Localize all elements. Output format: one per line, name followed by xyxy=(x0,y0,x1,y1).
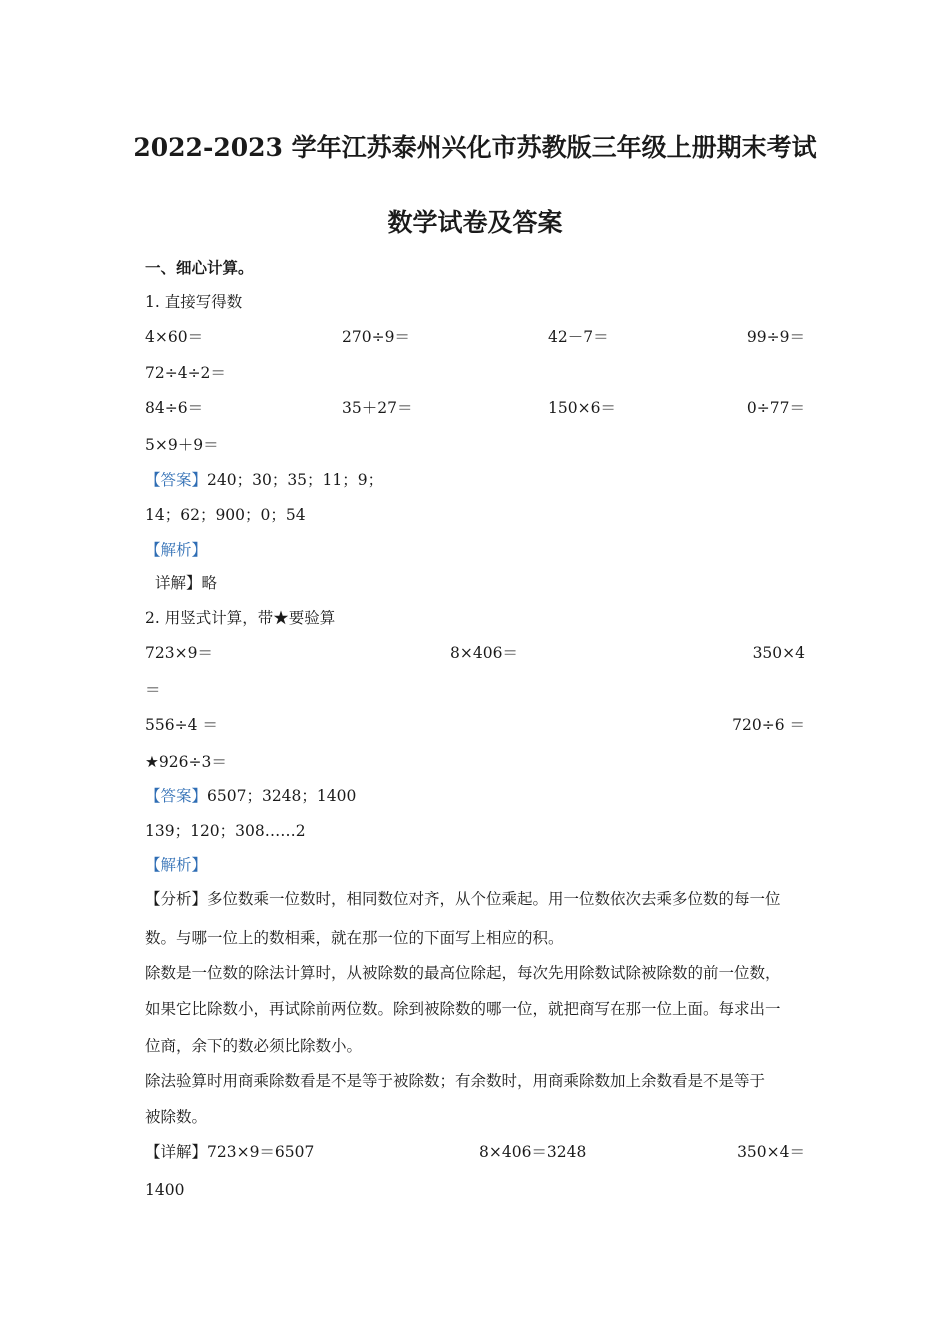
document-title-line-2: 数学试卷及答案 xyxy=(387,208,563,237)
analysis-paragraph: 除法验算时用商乘除数看是不是等于被除数；有余数时，用商乘除数加上余数看是不是等于 xyxy=(145,1072,766,1090)
q2-answer xyxy=(145,786,356,806)
q1-item: 72÷4÷2＝ xyxy=(145,364,226,382)
analysis-paragraph: 【分析】多位数乘一位数时，相同数位对齐，从个位乘起。用一位数依次去乘多位数的每一位 xyxy=(145,890,781,908)
q2-answer-line-2: 139；120；308……2 xyxy=(145,822,306,840)
q1-item: 42－7＝ xyxy=(548,328,609,346)
document-title-line-1: 2022-2023 学年江苏泰州兴化市苏教版三年级上册期末考试 xyxy=(133,133,817,162)
question-2-label: 2. 用竖式计算，带★要验算 xyxy=(145,609,336,627)
q1-item: 0÷77＝ xyxy=(746,399,805,417)
q2-item: 556÷4 ＝ xyxy=(145,716,218,734)
q1-answer xyxy=(145,470,383,490)
analysis-paragraph: 如果它比除数小，再试除前两位数。除到被除数的哪一位，就把商写在那一位上面。每求出一 xyxy=(145,1000,781,1018)
answer-tag: 【答案】 xyxy=(145,787,208,805)
analysis-paragraph: 除数是一位数的除法计算时，从被除数的最高位除起，每次先用除数试除被除数的前一位数， xyxy=(145,964,781,982)
q2-item: 350×4 xyxy=(752,644,805,662)
q2-analysis-tag: 【解析】 xyxy=(145,856,208,874)
answer-text: 6507；3248；1400 xyxy=(207,787,357,805)
question-1-label: 1. 直接写得数 xyxy=(145,293,243,311)
q2-item: 720÷6 ＝ xyxy=(732,716,805,734)
q2-detail: 【详解】723×9＝6507 xyxy=(145,1143,315,1161)
analysis-paragraph: 被除数。 xyxy=(145,1108,208,1126)
section-heading: 一、细心计算。 xyxy=(145,258,254,277)
q1-item: 5×9＋9＝ xyxy=(145,436,219,454)
q1-item: 4×60＝ xyxy=(145,328,204,346)
q2-detail: 350×4＝ xyxy=(737,1143,805,1161)
q1-item: 150×6＝ xyxy=(548,399,616,417)
answer-text: 240；30；35；11；9； xyxy=(207,471,384,489)
q2-item: ★926÷3＝ xyxy=(145,753,227,771)
q1-item: 35＋27＝ xyxy=(342,399,413,417)
q2-item: 723×9＝ xyxy=(145,644,213,662)
q2-detail: 1400 xyxy=(145,1181,185,1199)
q1-answer-line-2: 14；62；900；0；54 xyxy=(145,506,306,524)
q2-item: ＝ xyxy=(145,681,161,699)
q1-item: 270÷9＝ xyxy=(342,328,410,346)
analysis-paragraph: 数。与哪一位上的数相乘，就在那一位的下面写上相应的积。 xyxy=(145,929,564,947)
q1-item: 84÷6＝ xyxy=(145,399,204,417)
analysis-paragraph: 位商，余下的数必须比除数小。 xyxy=(145,1037,363,1055)
q2-detail: 8×406＝3248 xyxy=(479,1143,587,1161)
q1-analysis-tag: 【解析】 xyxy=(145,541,208,559)
q1-item: 99÷9＝ xyxy=(746,328,805,346)
q2-item: 8×406＝ xyxy=(450,644,518,662)
q1-detail: 详解】略 xyxy=(155,574,218,592)
answer-tag: 【答案】 xyxy=(145,471,208,489)
